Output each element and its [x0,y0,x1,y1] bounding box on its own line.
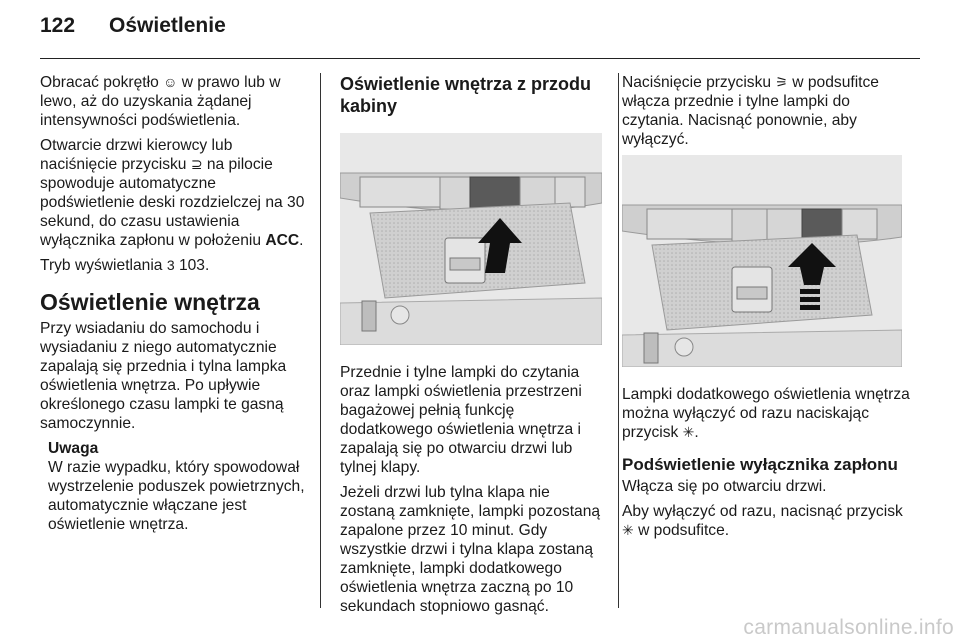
paragraph-reading-button: Naciśnięcie przycisku ⚞ w podsufitce włącza przednie i tylne lampki do czytania. Nacisnąć ponownie, aby wyłączyć. [622,74,879,148]
note-title: Uwaga [48,440,99,457]
paragraph-knob: Obracać pokrętło ☺ w prawo lub w lewo, aż do uzyskania żądanej intensywności podświetlenia. [40,74,281,129]
paragraph-turn-off: Aby wyłączyć od razu, nacisnąć przycisk ✳ w podsufitce. [622,503,903,539]
page-header [40,14,226,54]
dimmer-knob-icon: ☺ [163,74,178,90]
paragraph-doors-open-timer: Jeżeli drzwi lub tylna klapa nie zostaną zamknięte, lampki pozostaną zapalone przez 10 minut. Gdy wszystkie drzwi i tylna klapa zostaną zamknięte, lampki dodatkowego oświetlenia wnętrza zaczną po 10 sekundach stopniowo gasnąć. [340,484,601,615]
overhead-console-illustration [622,155,902,367]
column-left [40,73,310,534]
watermark: carmanualsonline.info [743,616,954,639]
remote-unlock-icon: ⊇ [190,156,203,172]
paragraph-door-open: Otwarcie drzwi kierowcy lub naciśnięcie przycisku ⊇ na pilocie spowoduje automatyczne podświetlenie deski rozdzielczej na 30 sekund, do czasu ustawienia wyłącznika zapłonu w położeniu ACC. [40,137,305,249]
paragraph-interior-auto: Przy wsiadaniu do samochodu i wysiadaniu z niego automatycznie zapalają się przednia i tylna lampka oświetlenia wnętrza. Po upływie określonego czasu lampki te gasną samoczynnie. [40,320,287,432]
column-middle [340,73,605,622]
header-rule [40,58,920,59]
interior-lamp-icon: ✳ [682,424,695,440]
figure-front-console [340,133,602,345]
acc-label: ACC [265,232,300,249]
page-title: Oświetlenie [109,14,226,37]
paragraph-display-mode: Tryb wyświetlania 3 103. [40,257,210,274]
section-heading-front-cabin: Oświetlenie wnętrza z przodu kabiny [340,74,592,116]
column-divider-2 [618,73,619,608]
section-heading-ignition-illumination: Podświetlenie wyłącznika zapłonu [622,455,898,474]
paragraph-door-opening: Włącza się po otwarciu drzwi. [622,478,827,495]
column-divider-1 [320,73,321,608]
note-box [40,439,310,534]
paragraph-reading-lamps: Przednie i tylne lampki do czytania oraz lampki oświetlenia przestrzeni bagażowej pełnią funkcję dodatkowego oświetlenia wnętrza i zapalają się po otwarciu drzwi lub tylnej klapy. [340,364,582,476]
reading-lamp-icon: ⚞ [775,74,788,90]
note-text: W razie wypadku, który spowodował wystrzelenie poduszek powietrznych, automatycznie włączane jest oświetlenie wnętrza. [48,459,305,533]
paragraph-extra-lamps-off: Lampki dodatkowego oświetlenia wnętrza można wyłączyć od razu naciskając przycisk ✳. [622,386,910,441]
front-console-illustration [340,133,602,345]
interior-lamp-icon: ✳ [622,522,634,538]
page-number: 122 [40,14,76,37]
page-reference-icon: 3 [166,257,175,273]
column-right [622,73,912,546]
section-heading-interior-lighting: Oświetlenie wnętrza [40,289,260,315]
figure-overhead-console [622,155,902,367]
